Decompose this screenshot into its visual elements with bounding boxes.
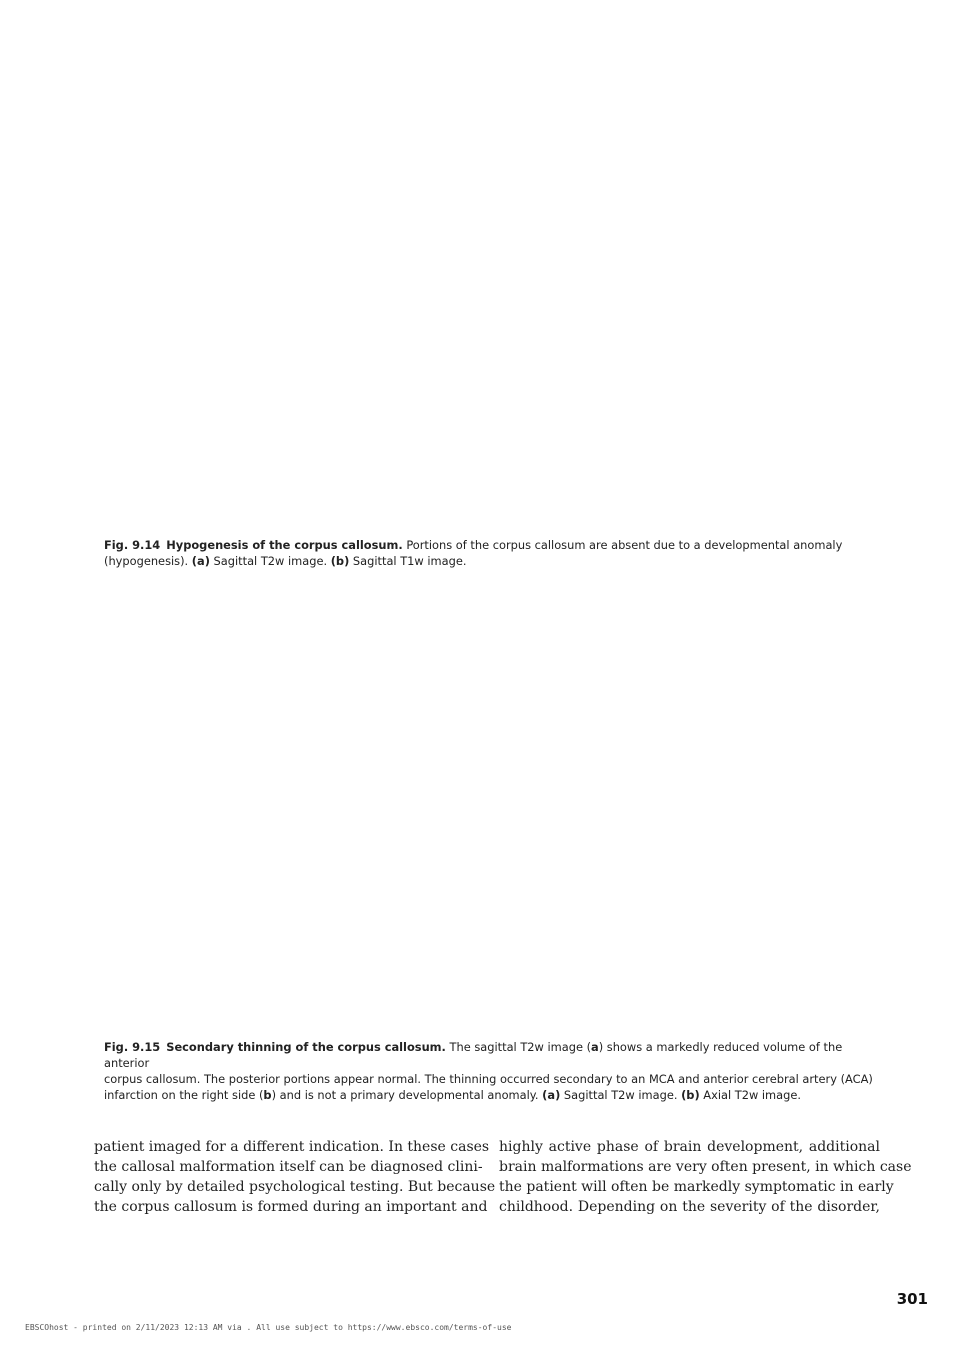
- body-text-right-column: [499, 1137, 912, 1217]
- figure-title: Hypogenesis of the corpus callosum.: [166, 538, 403, 552]
- text-line: the corpus callosum is formed during an important and: [94, 1199, 488, 1215]
- panel-label-a: (a): [191, 554, 210, 568]
- figure-number: Fig. 9.14: [104, 538, 161, 552]
- text-line: highly active phase of brain development, additional: [499, 1139, 880, 1155]
- figure-number: Fig. 9.15: [104, 1040, 161, 1054]
- panel-label-b: (b): [330, 554, 350, 568]
- caption-text: ) shows a markedly reduced volume of the anterior: [104, 1040, 843, 1070]
- text-line: cally only by detailed psychological testing. But because: [94, 1179, 496, 1195]
- figure-title: Secondary thinning of the corpus callosum.: [166, 1040, 446, 1054]
- figure-9-15-caption: [104, 1039, 884, 1103]
- caption-text: (hypogenesis).: [104, 554, 189, 568]
- panel-text-b: Axial T2w image.: [703, 1088, 801, 1102]
- text-line: the patient will often be markedly symptomatic in early: [499, 1179, 894, 1195]
- print-footer: EBSCOhost - printed on 2/11/2023 12:13 AM via . All use subject to https://www.ebsco.com/terms-of-use: [25, 1323, 512, 1332]
- page-number: 301: [896, 1290, 928, 1308]
- text-line: the callosal malformation itself can be diagnosed clini-: [94, 1159, 483, 1175]
- figure-9-15-image-area: [103, 585, 883, 1035]
- caption-text: infarction on the right side (: [104, 1088, 264, 1102]
- figure-9-14-caption: [104, 537, 884, 569]
- panel-label-b: (b): [681, 1088, 700, 1102]
- panel-text-b: Sagittal T1w image.: [352, 554, 467, 568]
- caption-text: Portions of the corpus callosum are absent due to a developmental anomaly: [406, 538, 843, 552]
- figure-9-14-image-area: [103, 20, 883, 525]
- caption-text: corpus callosum. The posterior portions appear normal. The thinning occurred secondary to an MCA and anterior cerebral artery (ACA): [104, 1072, 873, 1086]
- text-line: brain malformations are very often present, in which case: [499, 1159, 912, 1175]
- panel-ref-b: b: [263, 1088, 272, 1102]
- panel-text-a: Sagittal T2w image.: [213, 554, 328, 568]
- caption-text: The sagittal T2w image (: [449, 1040, 592, 1054]
- body-text-left-column: [94, 1137, 496, 1217]
- panel-ref-a: a: [591, 1040, 599, 1054]
- panel-text-a: Sagittal T2w image.: [563, 1088, 678, 1102]
- text-line: patient imaged for a different indication. In these cases: [94, 1139, 490, 1155]
- panel-label-a: (a): [542, 1088, 561, 1102]
- text-line: childhood. Depending on the severity of the disorder,: [499, 1199, 880, 1215]
- caption-text: ) and is not a primary developmental anomaly.: [271, 1088, 539, 1102]
